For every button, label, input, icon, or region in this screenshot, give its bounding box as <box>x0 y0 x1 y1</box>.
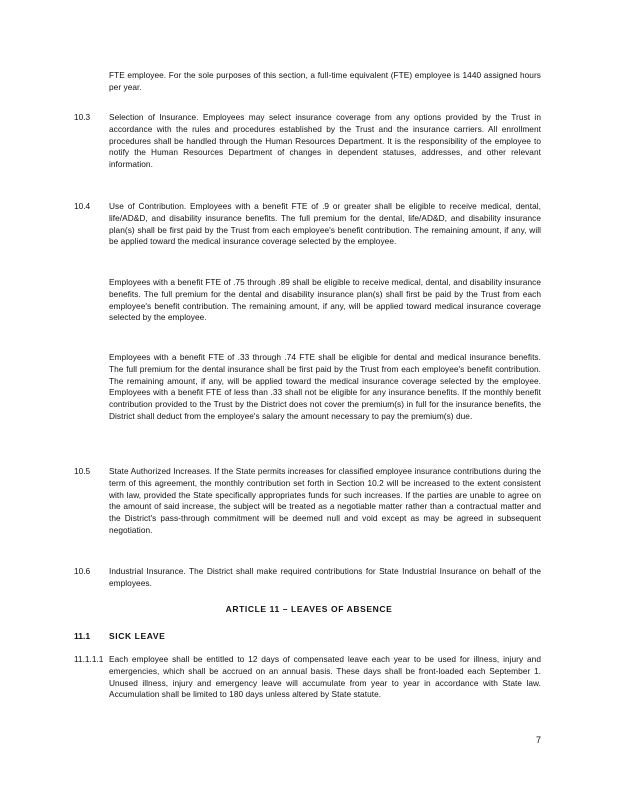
fte-definition-paragraph: FTE employee. For the sole purposes of this section, a full-time equivalent (FTE) employee is 1440 assigned hours per year. <box>109 70 541 92</box>
section-10-4-paragraph-2: Employees with a benefit FTE of .75 through .89 shall be eligible to receive medical, dental, and disability insurance benefits. The full premium for the dental and disability insurance plan(s) shall first be paid by the Trust from each employee's benefit contribution. The remaining amount, if any, will be applied toward medical insurance coverage selected by the employee. <box>109 277 541 323</box>
page-number: 7 <box>536 735 542 745</box>
section-10-5-number: 10.5 <box>74 466 91 476</box>
section-10-6-number: 10.6 <box>74 566 91 576</box>
section-11-1-title: SICK LEAVE <box>109 631 166 641</box>
article-heading: ARTICLE 11 – LEAVES OF ABSENCE <box>225 604 393 614</box>
section-10-5-text: State Authorized Increases. If the State permits increases for classified employee insurance contributions during the term of this agreement, the monthly contribution set forth in Section 10.2 will be increased to the extent consistent with law, provided the State specifically appropriates funds for such increases. If the parties are unable to agree on the amount of said increase, the subject will be treated as a negotiable matter rather than a contractual matter and the District's pass-through commitment will be deemed null and void except as may be agreed in subsequent negotiation. <box>109 466 541 535</box>
section-10-4-number: 10.4 <box>74 201 91 211</box>
section-10-4-paragraph-1: Use of Contribution. Employees with a benefit FTE of .9 or greater shall be eligible to receive medical, dental, life/AD&D, and disability insurance benefits. The full premium for the dental, life/AD&D, and disability insurance plan(s) shall be first paid by the Trust from each employee's benefit contribution. The remaining amount, if any, will be applied toward the medical insurance coverage selected by the employee. <box>109 201 541 247</box>
section-10-3-number: 10.3 <box>74 112 91 122</box>
section-11-1-number: 11.1 <box>74 631 91 641</box>
section-11-1-1-1-text: Each employee shall be entitled to 12 days of compensated leave each year to be used for illness, injury and emergencies, which shall be accrued on an annual basis. These days shall be front-loaded each September 1. Unused illness, injury and emergency leave will accumulate from year to year in accordance with State law. Accumulation shall be limited to 180 days unless altered by State statute. <box>109 654 541 700</box>
section-10-4-paragraph-3: Employees with a benefit FTE of .33 through .74 FTE shall be eligible for dental and medical insurance benefits. The full premium for the dental insurance shall be first paid by the Trust from each employee's benefit contribution. The remaining amount, if any, will be applied toward the medical insurance coverage selected by the employee. Employees with a benefit FTE of less than .33 shall not be eligible for any insurance benefits. If the monthly benefit contribution provided to the Trust by the District does not cover the premium(s) in full for the insurance benefits, the District shall deduct from the employee's salary the amount necessary to pay the premium(s) due. <box>109 352 541 421</box>
section-11-1-1-1-number: 11.1.1.1 <box>74 654 104 664</box>
section-10-6-text: Industrial Insurance. The District shall make required contributions for State Industrial Insurance on behalf of the employees. <box>109 566 541 588</box>
section-10-3-text: Selection of Insurance. Employees may select insurance coverage from any options provided by the Trust in accordance with the rules and procedures established by the Trust and the insurance carriers. All enrollment procedures shall be handled through the Human Resources Department. It is the responsibility of the employee to notify the Human Resources Department of changes in dependent statuses, addresses, and other relevant information. <box>109 112 541 170</box>
